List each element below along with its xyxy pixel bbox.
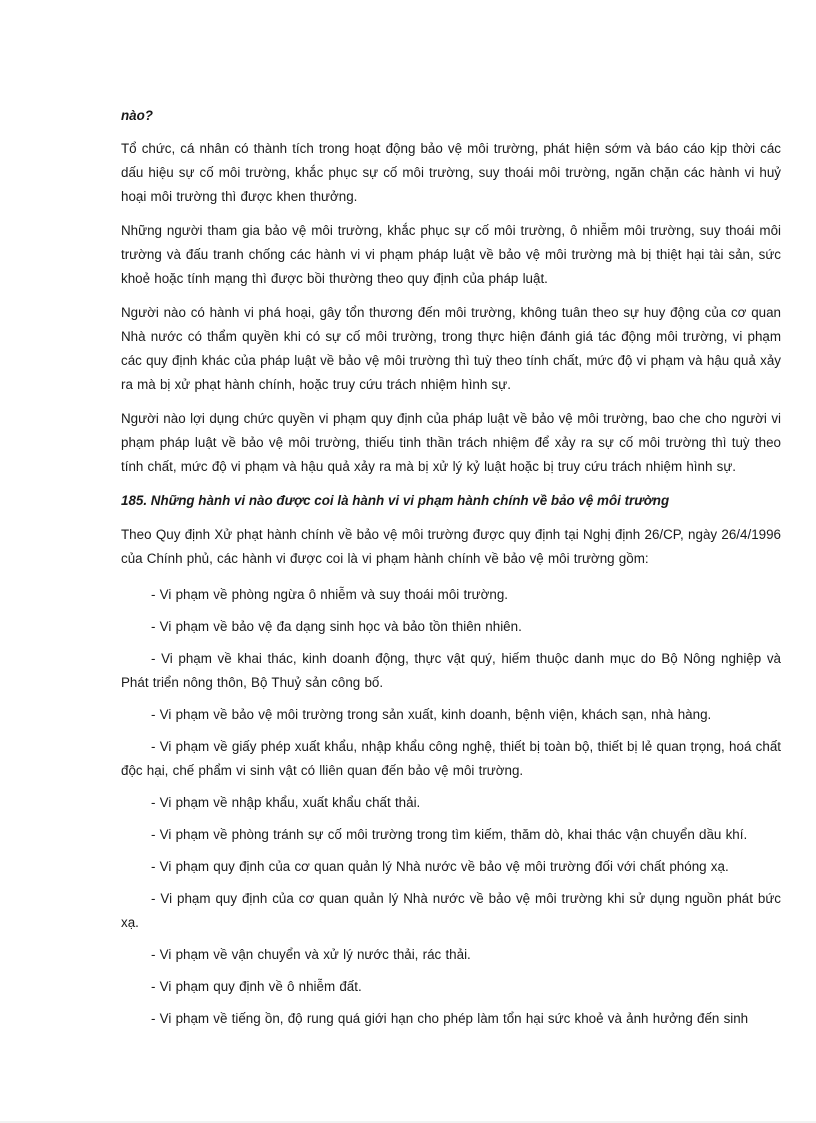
list-item: - Vi phạm quy định của cơ quan quản lý Nhà nước về bảo vệ môi trường khi sử dụng nguồn phát bức xạ.	[121, 891, 781, 930]
list-item: - Vi phạm về bảo vệ môi trường trong sản xuất, kinh doanh, bệnh viện, khách sạn, nhà hàng.	[151, 707, 712, 722]
paragraph-reward: Tổ chức, cá nhân có thành tích trong hoạt động bảo vệ môi trường, phát hiện sớm và báo cáo kịp thời các dấu hiệu sự cố môi trường, khắc phục sự cố môi trường, suy thoái môi trường, ngăn chặn các hành vi huỷ hoại môi trường thì được khen thưởng.	[121, 141, 781, 204]
section-heading: 185. Những hành vi nào được coi là hành vi vi phạm hành chính về bảo vệ môi trường	[121, 493, 670, 508]
paragraph-abuse-of-power: Người nào lợi dụng chức quyền vi phạm quy định của pháp luật về bảo vệ môi trường, bao che cho người vi phạm pháp luật về bảo vệ môi trường, thiếu tinh thần trách nhiệm để xảy ra sự cố môi trường thì tuỳ theo tính chất, mức độ vi phạm và hậu quả xảy ra mà bị xử lý kỷ luật hoặc bị truy cứu trách nhiệm hình sự.	[121, 411, 781, 474]
paragraph-sanction: Người nào có hành vi phá hoại, gây tổn thương đến môi trường, không tuân theo sự huy động của cơ quan Nhà nước có thẩm quyền khi có sự cố môi trường, trong thực hiện đánh giá tác động môi trường, vi phạm các quy định khác của pháp luật về bảo vệ môi trường thì tuỳ theo tính chất, mức độ vi phạm và hậu quả xảy ra mà bị xử phạt hành chính, hoặc truy cứu trách nhiệm hình sự.	[121, 305, 781, 392]
section-intro: Theo Quy định Xử phạt hành chính về bảo vệ môi trường được quy định tại Nghị định 26/CP, ngày 26/4/1996 của Chính phủ, các hành vi được coi là vi phạm hành chính về bảo vệ môi trường gồm:	[121, 527, 781, 566]
list-item: - Vi phạm về bảo vệ đa dạng sinh học và bảo tồn thiên nhiên.	[151, 619, 522, 634]
list-item: - Vi phạm về khai thác, kinh doanh động, thực vật quý, hiếm thuộc danh mục do Bộ Nông nghiệp và Phát triển nông thôn, Bộ Thuỷ sản công bố.	[121, 651, 781, 690]
list-item: - Vi phạm về nhập khẩu, xuất khẩu chất thải.	[151, 795, 421, 810]
list-item: - Vi phạm về vận chuyển và xử lý nước thải, rác thải.	[151, 947, 471, 962]
paragraph-compensation: Những người tham gia bảo vệ môi trường, khắc phục sự cố môi trường, ô nhiễm môi trường, suy thoái môi trường và đấu tranh chống các hành vi vi phạm pháp luật về bảo vệ môi trường mà bị thiệt hại tài sản, sức khoẻ hoặc tính mạng thì được bồi thường theo quy định của pháp luật.	[121, 223, 781, 286]
list-item: - Vi phạm về tiếng ồn, độ rung quá giới hạn cho phép làm tổn hại sức khoẻ và ảnh hưởng đến sinh	[151, 1011, 749, 1026]
list-item: - Vi phạm về phòng ngừa ô nhiễm và suy thoái môi trường.	[151, 587, 509, 602]
document-body	[121, 104, 781, 1039]
question-fragment: nào?	[121, 108, 153, 123]
list-item: - Vi phạm về phòng tránh sự cố môi trường trong tìm kiếm, thăm dò, khai thác vận chuyển dầu khí.	[151, 827, 748, 842]
list-item: - Vi phạm về giấy phép xuất khẩu, nhập khẩu công nghệ, thiết bị toàn bộ, thiết bị lẻ quan trọng, hoá chất độc hại, chế phẩm vi sinh vật có lliên quan đến bảo vệ môi trường.	[121, 739, 781, 778]
list-item: - Vi phạm quy định của cơ quan quản lý Nhà nước về bảo vệ môi trường đối với chất phóng xạ.	[151, 859, 729, 874]
list-item: - Vi phạm quy định về ô nhiễm đất.	[151, 979, 362, 994]
